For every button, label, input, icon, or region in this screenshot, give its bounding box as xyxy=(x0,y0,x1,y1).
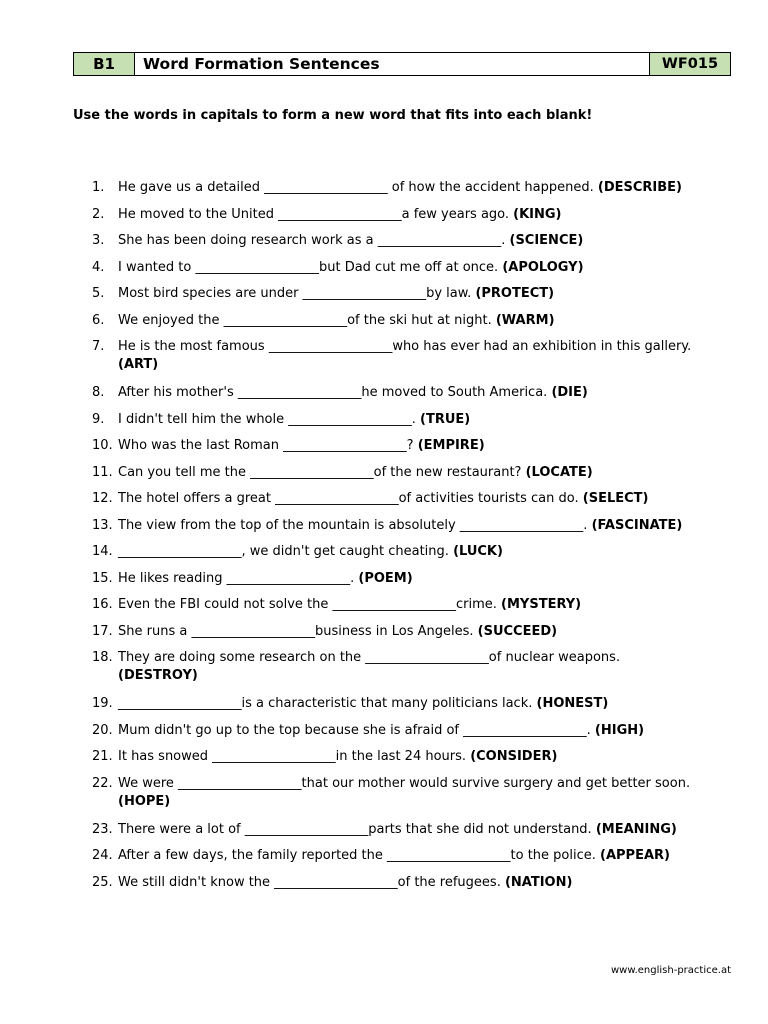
exercise-sentence-text: Most bird species are under ___________________by law. xyxy=(118,286,472,301)
worksheet-code: WF015 xyxy=(649,53,730,75)
exercise-keyword: (PROTECT) xyxy=(475,286,555,301)
instruction-text: Use the words in capitals to form a new word that fits into each blank! xyxy=(73,108,593,123)
exercise-sentence-text: Even the FBI could not solve the ___________________crime. xyxy=(118,597,497,612)
exercise-sentence xyxy=(118,516,682,535)
exercise-number: 9. xyxy=(92,411,105,427)
exercise-number: 20. xyxy=(92,722,113,738)
exercise-sentence xyxy=(118,569,413,588)
exercise-sentence-text: The view from the top of the mountain is absolutely ___________________. xyxy=(118,517,588,533)
exercise-number: 5. xyxy=(92,286,105,301)
exercise-sentence-text: She has been doing research work as a ___________________. xyxy=(118,233,506,248)
exercise-keyword: (NATION) xyxy=(504,874,573,890)
exercise-keyword: (APOLOGY) xyxy=(502,259,584,275)
exercise-number: 15. xyxy=(92,570,113,586)
exercise-number: 11. xyxy=(92,464,113,480)
exercise-sentence-text: He is the most famous ___________________who has ever had an exhibition in this gallery. xyxy=(118,339,692,354)
exercise-number: 10. xyxy=(92,438,113,453)
footer-url: www.english-practice.at xyxy=(610,965,731,976)
exercise-keyword: (DESCRIBE) xyxy=(597,180,682,195)
exercise-sentence-text: After his mother's ___________________he moved to South America. xyxy=(118,385,548,400)
level-badge: B1 xyxy=(74,53,135,75)
exercise-sentence-text: Can you tell me the ___________________of the new restaurant? xyxy=(118,464,522,480)
exercise-keyword: (DESTROY) xyxy=(118,668,198,683)
exercise-number: 8. xyxy=(92,385,105,400)
exercise-keyword: (SELECT) xyxy=(582,491,649,506)
exercise-keyword: (FASCINATE) xyxy=(591,517,683,533)
exercise-number: 13. xyxy=(92,517,113,533)
exercise-keyword: (POEM) xyxy=(358,570,413,586)
exercise-sentence xyxy=(118,648,620,667)
exercise-keyword: (CONSIDER) xyxy=(470,749,558,764)
exercise-sentence xyxy=(118,205,562,224)
exercise-keyword: (LUCK) xyxy=(453,544,503,559)
exercise-number: 2. xyxy=(92,206,105,222)
exercise-sentence xyxy=(118,284,554,303)
worksheet-header xyxy=(73,52,731,76)
exercise-sentence xyxy=(118,410,470,429)
exercise-sentence-text: I didn't tell him the whole ___________________. xyxy=(118,411,416,427)
exercise-sentence-text: After a few days, the family reported the ___________________to the police. xyxy=(118,848,596,863)
exercise-keyword: (LOCATE) xyxy=(525,464,593,480)
exercise-number: 1. xyxy=(92,180,105,195)
exercise-sentence-text: We enjoyed the ___________________of the ski hut at night. xyxy=(118,312,492,328)
exercise-number: 3. xyxy=(92,233,105,248)
exercise-sentence xyxy=(118,846,670,865)
exercise-number: 17. xyxy=(92,623,113,639)
exercise-keyword: (MEANING) xyxy=(595,821,677,837)
exercise-sentence xyxy=(118,178,682,197)
exercise-sentence xyxy=(118,463,593,482)
exercise-number: 19. xyxy=(92,696,113,711)
exercise-sentence xyxy=(118,873,572,892)
exercise-keyword: (WARM) xyxy=(495,312,555,328)
exercise-sentence xyxy=(118,721,644,740)
exercise-sentence xyxy=(118,595,581,614)
exercise-keyword: (ART) xyxy=(118,357,159,372)
exercise-keyword: (HIGH) xyxy=(594,722,645,738)
exercise-keyword: (DIE) xyxy=(551,385,588,400)
exercise-sentence-text: He gave us a detailed ___________________ of how the accident happened. xyxy=(118,180,594,195)
exercise-sentence-text: Who was the last Roman ___________________? xyxy=(118,438,414,453)
exercise-sentence-text: ___________________, we didn't get caught cheating. xyxy=(118,544,449,559)
exercise-sentence xyxy=(118,436,485,455)
exercise-sentence-text: ___________________is a characteristic that many politicians lack. xyxy=(118,696,533,711)
exercise-sentence xyxy=(118,489,648,508)
exercise-keyword: (SUCCEED) xyxy=(477,623,558,639)
exercise-sentence xyxy=(118,311,555,330)
exercise-sentence-text: There were a lot of ___________________parts that she did not understand. xyxy=(118,821,592,837)
exercise-sentence-text: Mum didn't go up to the top because she is afraid of ___________________. xyxy=(118,722,591,738)
exercise-sentence-text: I wanted to ___________________but Dad cut me off at once. xyxy=(118,259,499,275)
exercise-sentence-text: We were ___________________that our mother would survive surgery and get better soon. xyxy=(118,775,691,791)
exercise-sentence xyxy=(118,337,691,356)
exercise-number: 24. xyxy=(92,848,113,863)
exercise-sentence-text: It has snowed ___________________in the last 24 hours. xyxy=(118,749,467,764)
exercise-number: 14. xyxy=(92,544,113,559)
exercise-number: 6. xyxy=(92,312,105,328)
exercise-number: 21. xyxy=(92,749,113,764)
exercise-keyword: (HONEST) xyxy=(536,696,609,711)
exercise-sentence xyxy=(118,622,557,641)
exercise-number: 22. xyxy=(92,775,113,791)
exercise-sentence xyxy=(118,820,677,839)
exercise-number: 25. xyxy=(92,874,113,890)
exercise-sentence xyxy=(118,542,503,561)
exercise-sentence xyxy=(118,747,557,766)
exercise-keyword: (SCIENCE) xyxy=(509,233,584,248)
exercise-sentence xyxy=(118,694,608,713)
exercise-sentence-text: He moved to the United ___________________a few years ago. xyxy=(118,206,510,222)
worksheet-title: Word Formation Sentences xyxy=(143,55,380,73)
exercise-keyword: (HOPE) xyxy=(118,793,171,809)
exercise-keyword: (TRUE) xyxy=(420,411,471,427)
exercise-number: 4. xyxy=(92,259,105,275)
exercise-keyword: (MYSTERY) xyxy=(501,597,582,612)
exercise-sentence-text: She runs a ___________________business in Los Angeles. xyxy=(118,623,474,639)
exercise-number: 12. xyxy=(92,491,113,506)
exercise-sentence-text: We still didn't know the ___________________of the refugees. xyxy=(118,874,501,890)
exercise-keyword: (APPEAR) xyxy=(600,848,670,863)
exercise-sentence xyxy=(118,774,690,793)
exercise-sentence-text: The hotel offers a great ___________________of activities tourists can do. xyxy=(118,491,579,506)
exercise-number: 23. xyxy=(92,821,113,837)
exercise-sentence xyxy=(118,258,584,277)
exercise-keyword: (KING) xyxy=(513,206,562,222)
exercise-sentence xyxy=(118,231,583,250)
exercise-sentence xyxy=(118,383,588,402)
exercise-keyword: (EMPIRE) xyxy=(417,438,485,453)
exercise-number: 16. xyxy=(92,597,113,612)
exercise-number: 7. xyxy=(92,339,105,354)
exercise-sentence-text: He likes reading ___________________. xyxy=(118,570,355,586)
exercise-number: 18. xyxy=(92,650,113,665)
exercise-sentence-text: They are doing some research on the ___________________of nuclear weapons. xyxy=(118,650,621,665)
